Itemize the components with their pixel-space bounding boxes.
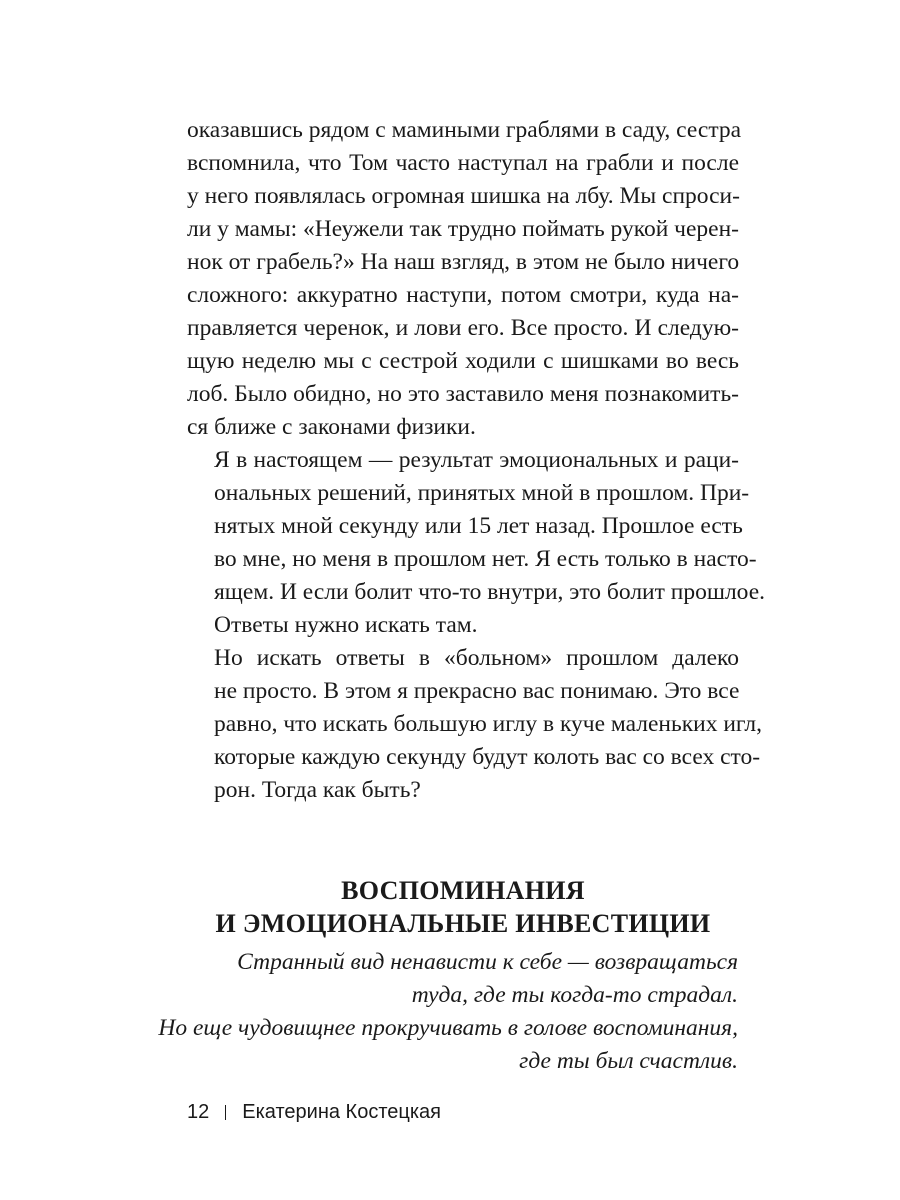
section-heading-line: И ЭМОЦИОНАЛЬНЫЕ ИНВЕСТИЦИИ [215, 908, 711, 938]
author-name: Екатерина Костецкая [242, 1101, 441, 1123]
epigraph-line: туда, где ты когда-то страдал. [411, 982, 738, 1008]
text-line: правляется черенок, и лови его. Все просто. И следую- [187, 315, 739, 341]
text-line: ональных решений, принятых мной в прошлом. При- [214, 480, 750, 506]
epigraph [138, 946, 738, 1078]
text-line: нятых мной секунду или 15 лет назад. Прошлое есть [214, 513, 743, 539]
epigraph-line: Странный вид ненависти к себе — возвращаться [237, 949, 738, 975]
epigraph-line: где ты был счастлив. [519, 1048, 738, 1074]
section-heading [187, 874, 739, 940]
text-line: равно, что искать большую иглу в куче маленьких игл, [214, 711, 762, 737]
text-line: у него появлялась огромная шишка на лбу. Мы спроси- [187, 183, 740, 209]
text-line: ящем. И если болит что-то внутри, это болит прошлое. [214, 579, 766, 605]
text-line: нок от грабель?» На наш взгляд, в этом не было ничего [187, 249, 740, 275]
epigraph-line: Но еще чудовищнее прокручивать в голове воспоминания, [158, 1015, 738, 1041]
text-line: оказавшись рядом с мамиными граблями в саду, сестра [187, 117, 742, 143]
paragraph-3 [187, 642, 762, 807]
text-line: ся ближе с законами физики. [187, 414, 476, 440]
page-number: 12 [187, 1101, 210, 1123]
text-line: сложного: аккуратно наступи, потом смотри, куда на- [187, 282, 739, 308]
paragraph-2 [187, 444, 766, 642]
text-line: ли у мамы: «Неужели так трудно поймать рукой черен- [187, 216, 739, 242]
paragraph-1 [187, 114, 742, 444]
footer-separator [225, 1105, 226, 1120]
text-line: лоб. Было обидно, но это заставило меня познакомить- [187, 381, 739, 407]
text-line: рон. Тогда как быть? [214, 777, 421, 803]
text-line: во мне, но меня в прошлом нет. Я есть только в насто- [214, 546, 757, 572]
text-line: вспомнила, что Том часто наступал на грабли и после [187, 150, 739, 176]
text-line: щую неделю мы с сестрой ходили с шишками во весь [187, 348, 739, 374]
text-line: Я в настоящем — результат эмоциональных и раци- [214, 447, 739, 473]
text-line: Ответы нужно искать там. [214, 612, 478, 638]
page-footer [187, 1100, 441, 1124]
text-line: не просто. В этом я прекрасно вас понимаю. Это все [214, 678, 740, 704]
text-line: которые каждую секунду будут колоть вас со всех сто- [214, 744, 761, 770]
text-line: Но искать ответы в «больном» прошлом далеко [214, 645, 739, 671]
body-text [187, 114, 766, 807]
section-heading-line: ВОСПОМИНАНИЯ [341, 875, 585, 905]
